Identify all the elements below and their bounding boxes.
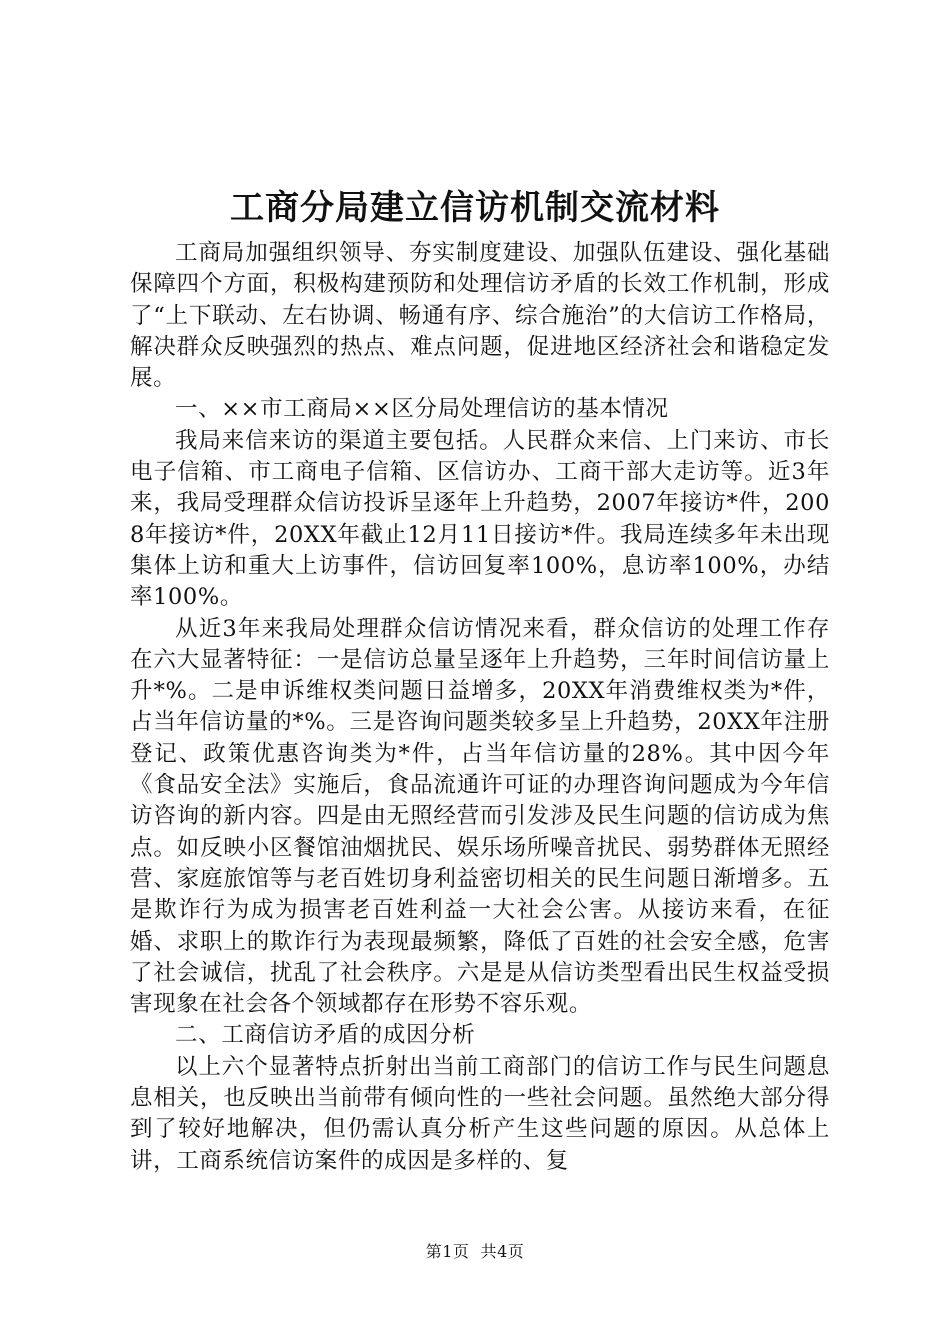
- page-footer: 第1页 共4页: [425, 1242, 525, 1261]
- document-body: [130, 238, 830, 1177]
- section-heading-2: 二、工商信访矛盾的成因分析: [175, 1022, 476, 1049]
- paragraph-features: 从近3年来我局处理群众信访情况来看，群众信访的处理工作存在六大显著特征：一是信访总量呈逐年上升趋势，三年时间信访量上升*%。二是申诉维权类问题日益增多，20XX年消费维权类为*件，占当年信访量的*%。三是咨询问题类较多呈上升趋势，20XX年注册登记、政策优惠咨询类为*件，占当年信访量的28%。其中因今年《食品安全法》实施后，食品流通许可证的办理咨询问题成为今年信访咨询的新内容。四是由无照经营而引发涉及民生问题的信访成为焦点。如反映小区餐馆油烟扰民、娱乐场所噪音扰民、弱势群体无照经营、家庭旅馆等与老百姓切身利益密切相关的民生问题日渐增多。五是欺诈行为成为损害老百姓利益一大社会公害。从接访来看，在征婚、求职上的欺诈行为表现最频繁，降低了百姓的社会安全感，危害了社会诚信，扰乱了社会秩序。六是是从信访类型看出民生权益受损害现象在社会各个领域都存在形势不容乐观。: [130, 615, 830, 1018]
- document-title: 工商分局建立信访机制交流材料: [230, 188, 720, 228]
- paragraph-causes: 以上六个显著特点折射出当前工商部门的信访工作与民生问题息息相关，也反映出当前带有倾向性的一些社会问题。虽然绝大部分得到了较好地解决，但仍需认真分析产生这些问题的原因。从总体上讲，工商系统信访案件的成因是多样的、复: [130, 1053, 830, 1174]
- paragraph-intro: 工商局加强组织领导、夯实制度建设、加强队伍建设、强化基础保障四个方面，积极构建预防和处理信访矛盾的长效工作机制，形成了“上下联动、左右协调、畅通有序、综合施治”的大信访工作格局，解决群众反映强烈的热点、难点问题，促进地区经济社会和谐稳定发展。: [130, 240, 830, 392]
- section-heading-1: 一、××市工商局××区分局处理信访的基本情况: [175, 396, 669, 423]
- paragraph-channels: 我局来信来访的渠道主要包括。人民群众来信、上门来访、市长电子信箱、市工商电子信箱、区信访办、工商干部大走访等。近3年来，我局受理群众信访投诉呈逐年上升趋势，2007年接访*件，2008年接访*件，20XX年截止12月11日接访*件。我局连续多年未出现集体上访和重大上访事件，信访回复率100%，息访率100%，办结率100%。: [130, 427, 830, 611]
